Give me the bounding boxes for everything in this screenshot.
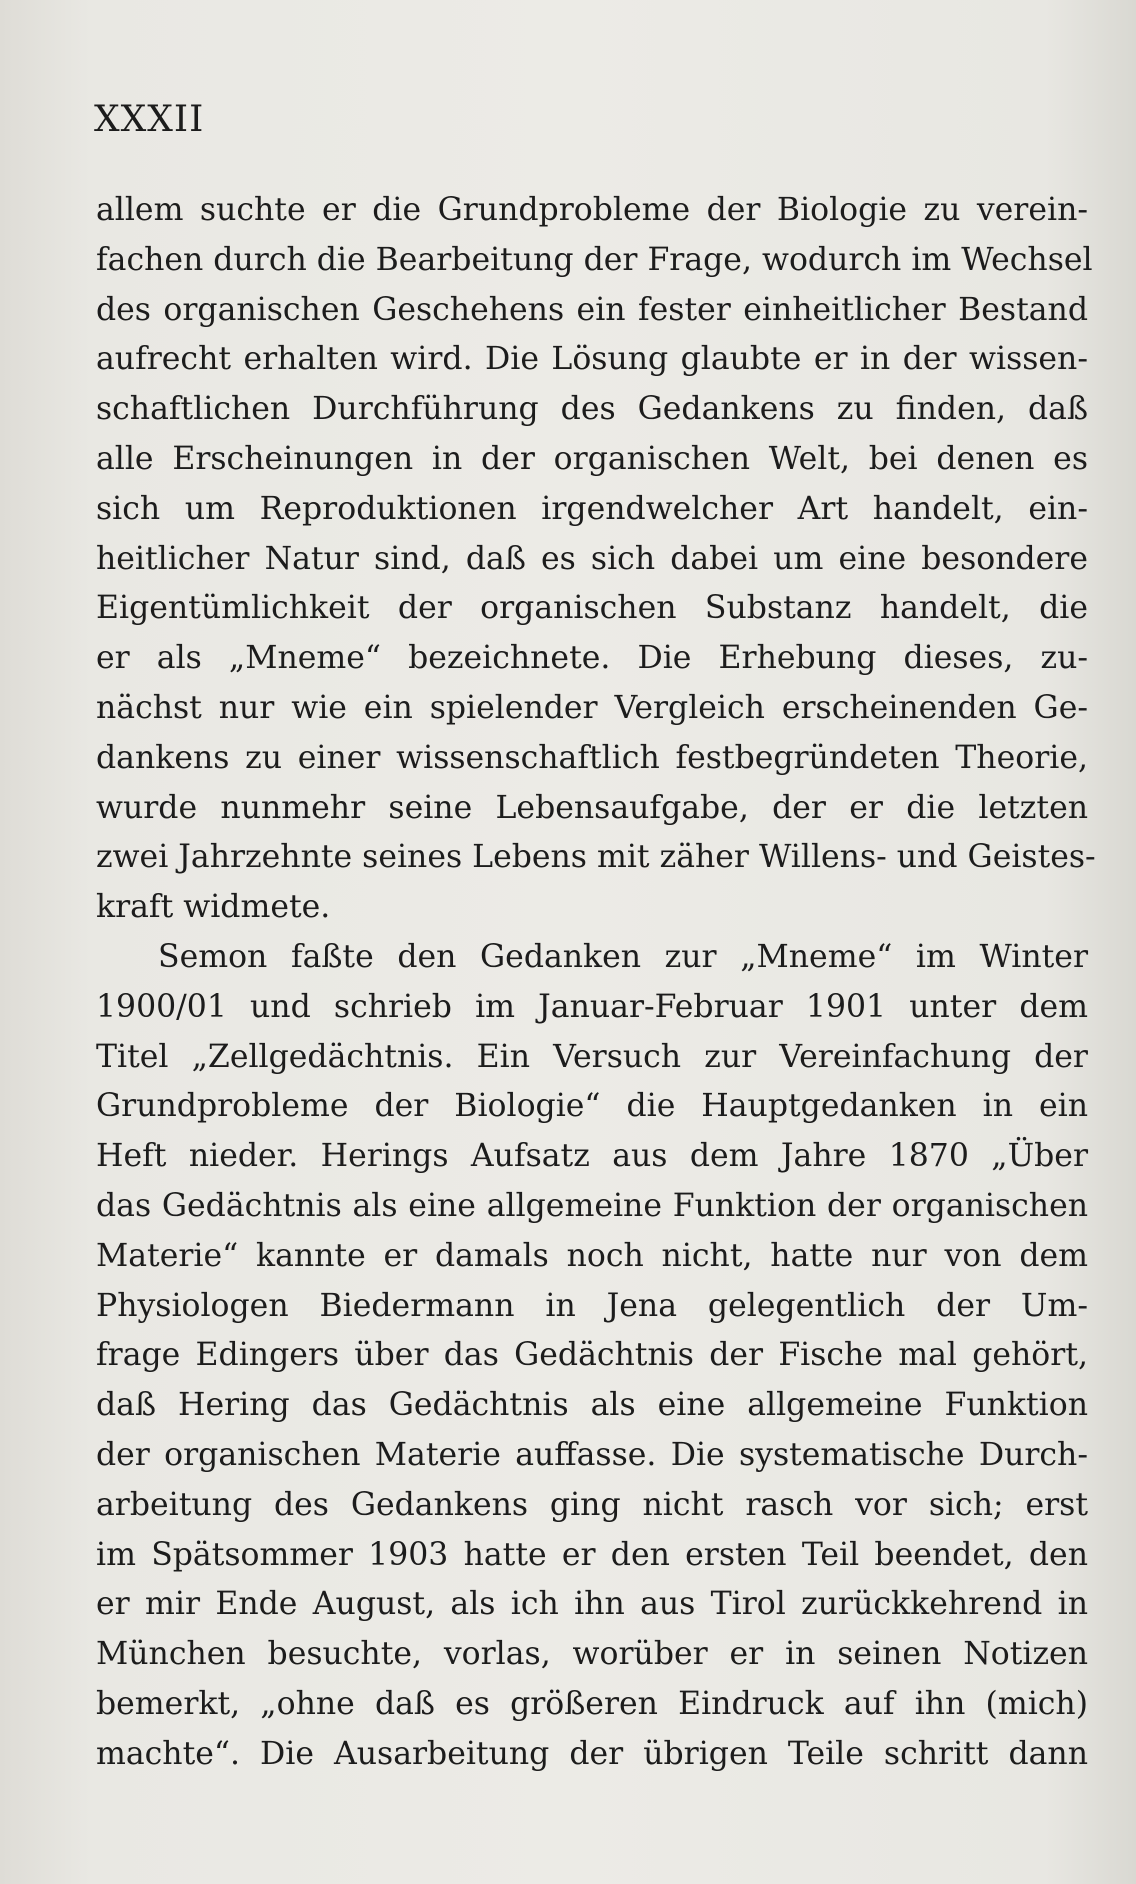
- text-line: 1900/01 und schrieb im Januar-Februar 1901 unter dem: [96, 988, 1088, 1025]
- text-line: frage Edingers über das Gedächtnis der Fische mal gehört,: [96, 1337, 1088, 1374]
- text-line: daß Hering das Gedächtnis als eine allgemeine Funktion: [96, 1387, 1088, 1424]
- text-line: fachen durch die Bearbeitung der Frage, wodurch im Wechsel: [96, 241, 1093, 278]
- text-line: das Gedächtnis als eine allgemeine Funktion der organischen: [96, 1187, 1088, 1224]
- text-line: sich um Reproduktionen irgendwelcher Art handelt, ein-: [96, 490, 1088, 527]
- text-line: zwei Jahrzehnte seines Lebens mit zäher Willens- und Geistes-: [96, 839, 1096, 876]
- text-line: arbeitung des Gedankens ging nicht rasch vor sich; erst: [96, 1486, 1088, 1523]
- text-line: Physiologen Biedermann in Jena gelegentlich der Um-: [96, 1287, 1088, 1324]
- paragraph-start-line: Semon faßte den Gedanken zur „Mneme“ im Winter: [158, 938, 1088, 975]
- text-line: nächst nur wie ein spielender Vergleich erscheinenden Ge-: [96, 689, 1088, 726]
- text-line: Eigentümlichkeit der organischen Substanz handelt, die: [96, 590, 1088, 627]
- text-line: Titel „Zellgedächtnis. Ein Versuch zur Vereinfachung der: [96, 1038, 1088, 1075]
- text-line: bemerkt, „ohne daß es größeren Eindruck auf ihn (mich): [96, 1685, 1088, 1722]
- text-line: Heft nieder. Herings Aufsatz aus dem Jahre 1870 „Über: [96, 1138, 1088, 1175]
- body-text: [96, 186, 1096, 1780]
- text-line: allem suchte er die Grundprobleme der Biologie zu verein-: [96, 192, 1088, 228]
- text-line: im Spätsommer 1903 hatte er den ersten Teil beendet, den: [96, 1536, 1088, 1573]
- text-line: schaftlichen Durchführung des Gedankens zu finden, daß: [96, 391, 1088, 428]
- page-number: XXXII: [94, 99, 205, 140]
- text-line: des organischen Geschehens ein fester einheitlicher Bestand: [96, 291, 1088, 328]
- text-line: aufrecht erhalten wird. Die Lösung glaubte er in der wissen-: [96, 341, 1088, 378]
- text-line: er als „Mneme“ bezeichnete. Die Erhebung dieses, zu-: [96, 640, 1088, 677]
- text-line: alle Erscheinungen in der organischen Welt, bei denen es: [96, 440, 1088, 477]
- text-line: heitlicher Natur sind, daß es sich dabei um eine besondere: [96, 540, 1088, 577]
- text-line: München besuchte, vorlas, worüber er in seinen Notizen: [96, 1636, 1088, 1673]
- text-line: der organischen Materie auffasse. Die systematische Durch-: [96, 1436, 1088, 1473]
- text-line: er mir Ende August, als ich ihn aus Tirol zurückkehrend in: [96, 1586, 1088, 1623]
- text-line: wurde nunmehr seine Lebensaufgabe, der er die letzten: [96, 789, 1088, 826]
- paragraph-end-line: kraft widmete.: [96, 889, 331, 926]
- text-line: Materie“ kannte er damals noch nicht, hatte nur von dem: [96, 1237, 1088, 1274]
- text-line: dankens zu einer wissenschaftlich festbegründeten Theorie,: [96, 739, 1088, 776]
- text-line: machte“. Die Ausarbeitung der übrigen Teile schritt dann: [96, 1735, 1088, 1772]
- text-line: Grundprobleme der Biologie“ die Hauptgedanken in ein: [96, 1088, 1088, 1125]
